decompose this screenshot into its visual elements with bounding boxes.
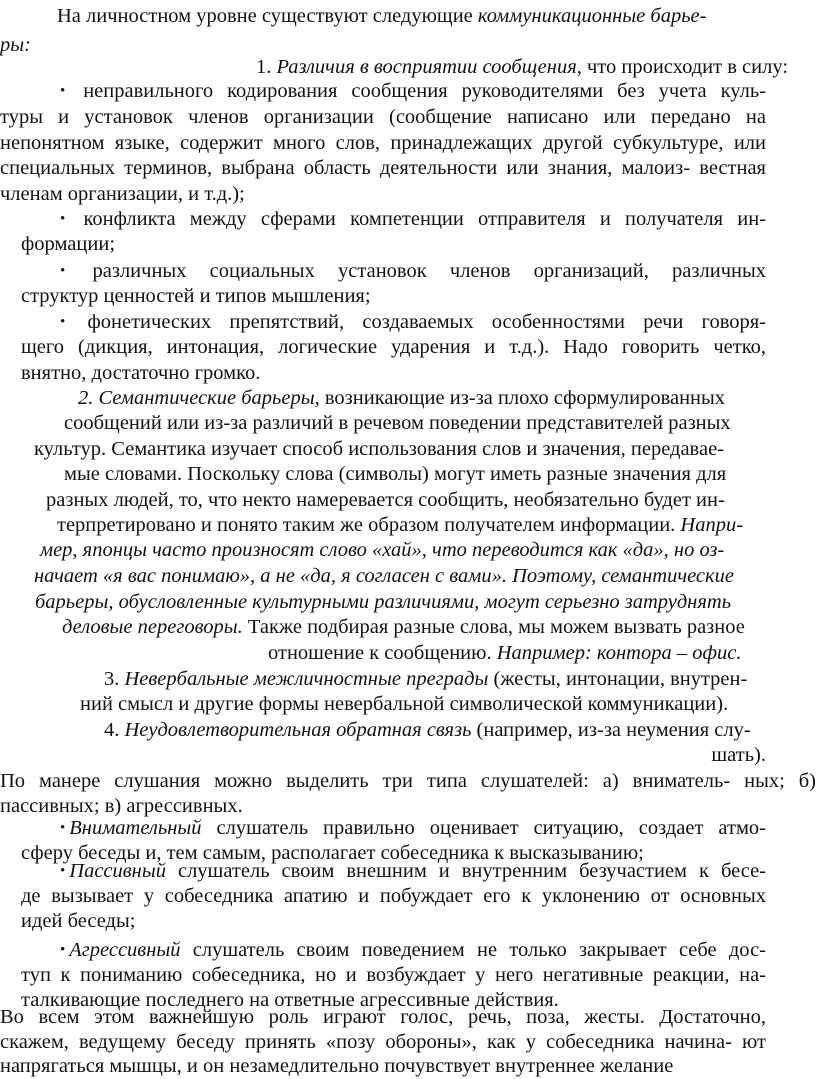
item-2-number: 2.: [78, 387, 94, 409]
bullet-4-line-1: [60, 309, 766, 335]
item-2-text: возникающие из-за плохо сформулированных: [319, 387, 726, 409]
intro-emphasis: коммуникационные барье-: [477, 5, 707, 27]
bullet-2-line-1: [60, 206, 766, 232]
bullet-4-line-2: щего (дикция, интонация, логические ударения и т.д.). Надо говорить четко,: [21, 336, 766, 358]
type-1-line-1: [60, 815, 766, 841]
final-line-2: скажем, ведущему беседу принять «позу обороны», как у собеседника начина- ют: [0, 1031, 766, 1053]
type-2-name: Пассивный: [69, 860, 166, 882]
item-2-line-2: сообщений или из-за различий в речевом поведении представителей разных: [64, 412, 731, 434]
bullet-icon: •: [60, 820, 66, 836]
item-3-line-2: ний смысл и другие формы невербальной символической коммуникации).: [80, 693, 729, 715]
item-3-number: 3.: [104, 668, 120, 690]
item-3-title: Невербальные межличностные преграды: [124, 668, 489, 690]
item-2-title: Семантические барьеры,: [98, 387, 320, 409]
bullet-icon: •: [60, 83, 66, 99]
type-3-text: слушатель своим поведением не только закрывает себе дос-: [180, 939, 766, 961]
item-4-number: 4.: [104, 719, 120, 741]
item-2-example: деловые переговоры.: [62, 616, 243, 638]
bullet-2-text: конфликта между сферами компетенции отправителя и получателя ин-: [83, 208, 767, 230]
bullet-1-line-1: [60, 78, 766, 104]
item-2-line-9: [35, 589, 731, 615]
item-2-line-7: [40, 537, 724, 563]
bullet-1-line-3: непонятном языке, содержит много слов, принадлежащих другой субкультуре, или: [0, 132, 766, 154]
item-2-example: начает «я вас понимаю», а не «да, я согласен с вами». Поэтому, семантические: [34, 565, 734, 587]
intro-line-1: [57, 3, 706, 29]
final-line-1: Во всем этом важнейшую роль играют голос, речь, поза, жесты. Достаточно,: [0, 1006, 766, 1028]
item-2-line-1: [78, 385, 725, 411]
type-3-line-1: [60, 937, 766, 963]
item-2-line-4: мые словами. Поскольку слова (символы) могут иметь разные значения для: [64, 463, 727, 485]
type-2-text: слушатель своим внешним и внутренним безучастием к бесе-: [165, 860, 766, 882]
type-3-line-2: туп к пониманию собеседника, но и возбуждает у него негативные реакции, на-: [21, 964, 766, 986]
bullet-1-text: неправильного кодирования сообщения руководителями без учета куль-: [83, 80, 766, 102]
type-1-name: Внимательный: [69, 817, 202, 839]
bullet-1-line-4: специальных терминов, выбрана область деятельности или знания, малоиз- вестная: [0, 157, 766, 179]
item-2-line-11: [268, 640, 741, 666]
item-4-line-2: шать).: [711, 744, 766, 766]
item-3-text: (жесты, интонации, внутрен-: [488, 668, 748, 690]
bullet-icon: •: [60, 942, 66, 958]
type-1-text: слушатель правильно оценивает ситуацию, создает атмо-: [201, 817, 766, 839]
item-4-line-1: [104, 717, 751, 743]
item-4-text: (например, из-за неумения слу-: [471, 719, 751, 741]
type-1-line-2: сферу беседы и, тем самым, располагает собеседника к высказыванию;: [21, 842, 644, 864]
type-2-line-1: [60, 858, 766, 884]
item-2-text: отношение к сообщению.: [268, 642, 492, 664]
bullet-3-line-1: [60, 258, 766, 284]
item-1-rest: что происходит в силу:: [581, 56, 789, 78]
item-2-example: Например: контора – офис.: [491, 642, 742, 664]
item-1-heading: [256, 54, 788, 80]
intro-emphasis-end: ры:: [0, 34, 31, 56]
final-line-3: напрягаться мышцы, и он незамедлительно почувствует внутреннее желание: [0, 1055, 674, 1077]
bullet-1-line-5: членам организации, и т.д.);: [0, 183, 245, 205]
bullet-1-line-2: туры и установок членов организации (сообщение написано или передано на: [0, 106, 766, 128]
bullet-icon: •: [60, 314, 66, 330]
item-2-line-3: культур. Семантика изучает способ использования слов и значения, передавае-: [34, 438, 724, 460]
intro-line-2: [0, 32, 31, 58]
bullet-icon: •: [60, 863, 66, 879]
bullet-icon: •: [60, 211, 66, 227]
item-1-number: 1.: [256, 56, 272, 78]
item-2-line-10: [62, 614, 745, 640]
item-3-line-1: [104, 666, 747, 692]
listening-line-2: пассивных; в) агрессивных.: [0, 795, 243, 817]
item-2-example: барьеры, обусловленные культурными различиями, могут серьезно затруднять: [35, 591, 732, 613]
item-2-line-6: [57, 512, 743, 538]
bullet-4-text: фонетических препятствий, создаваемых особенностями речи говоря-: [87, 311, 767, 333]
item-1-title: Различия в восприятии сообщения,: [276, 56, 582, 78]
type-2-line-2: де вызывает у собеседника апатию и побуждает его к уклонению от основных: [21, 885, 766, 907]
item-2-line-5: разных людей, то, что некто намеревается сообщить, необязательно будет ин-: [46, 489, 725, 511]
bullet-icon: •: [60, 263, 66, 279]
bullet-2-line-2: формации;: [21, 233, 116, 255]
item-2-text: терпретировано и понято таким же образом получателем информации.: [57, 514, 676, 536]
type-3-name: Агрессивный: [69, 939, 181, 961]
item-2-example: Напри-: [675, 514, 744, 536]
item-2-example: мер, японцы часто произносят слово «хай», что переводится как «да», но оз-: [40, 539, 725, 561]
item-2-text: Также подбирая разные слова, мы можем вызвать разное: [242, 616, 745, 638]
bullet-3-text: различных социальных установок членов организаций, различных: [92, 260, 767, 282]
bullet-3-line-2: структур ценностей и типов мышления;: [21, 285, 371, 307]
type-2-line-3: идей беседы;: [21, 910, 136, 932]
type-3-line-3: талкивающие последнего на ответные агрессивные действия.: [21, 989, 559, 1011]
item-2-line-8: [34, 563, 734, 589]
listening-line-1: По манере слушания можно выделить три типа слушателей: а) вниматель- ных; б): [0, 770, 816, 792]
item-4-title: Неудовлетворительная обратная связь: [124, 719, 472, 741]
bullet-4-line-3: внятно, достаточно громко.: [21, 362, 261, 384]
intro-text: На личностном уровне существуют следующие: [57, 5, 473, 27]
